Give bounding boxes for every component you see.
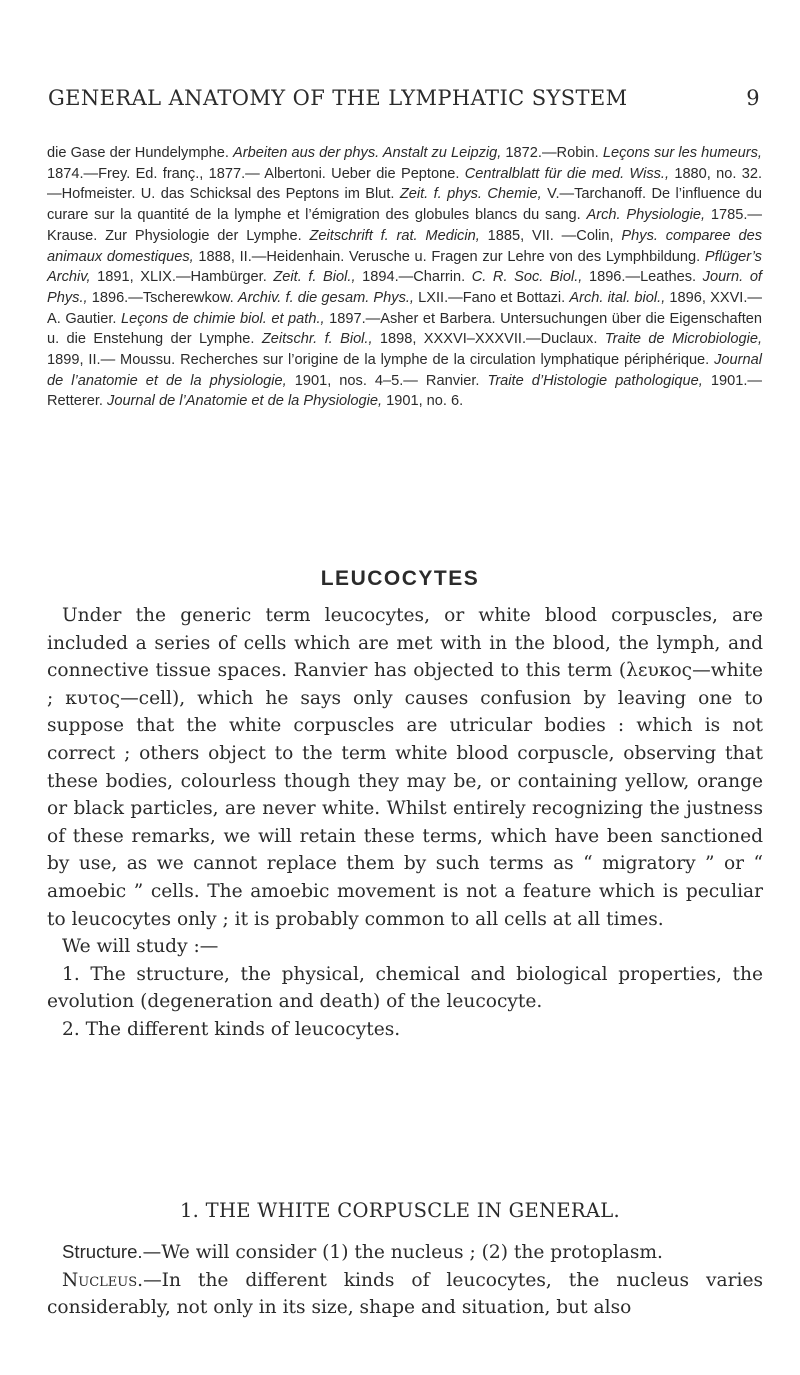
bibliography-citation-title: Leçons sur les humeurs, bbox=[602, 145, 762, 161]
study-intro: We will study :— bbox=[62, 936, 219, 958]
study-item-2: 2. The different kinds of leucocytes. bbox=[62, 1018, 401, 1040]
intro-paragraph: Under the generic term leucocytes, or white blood corpuscles, are included a series of cells which are met with in the blood, the lymph, and connective tissue spaces. Ranvier has objected to this term (λευκος—white ; κυτος—cell), which he says only causes confusion by leaving one to suppose that the white corpuscles are utricular bodies : which is not correct ; others object to the term white blood corpuscle, observing that these bodies, colourless though they may be, or containing yellow, orange or black particles, are never white. Whilst entirely recognizing the justness of these remarks, we will retain these terms, which have been sanctioned by use, as we cannot replace them by such terms as “ migratory ” or “ amoebic ” cells. The amoebic movement is not a feature which is peculiar to leucocytes only ; it is probably common to all cells at all times. bbox=[47, 605, 763, 930]
page-number: 9 bbox=[746, 86, 760, 110]
structure-body bbox=[47, 1238, 763, 1322]
bibliography-citation-title: Zeit. f. phys. Chemie, bbox=[399, 186, 542, 203]
bibliography-block bbox=[47, 143, 762, 412]
bibliography-citation-title: Arch. Physiologie, bbox=[586, 207, 706, 224]
structure-label: Structure. bbox=[62, 1241, 143, 1262]
nucleus-paragraph bbox=[47, 1267, 763, 1322]
bibliography-citation-title: Traite d’Histologie pathologique, bbox=[487, 372, 703, 389]
bibliography-text: LXII.—Fano et Bottazi. bbox=[414, 289, 570, 306]
bibliography-text: 1896.—Leathes. bbox=[582, 269, 703, 286]
running-head-title: GENERAL ANATOMY OF THE LYMPHATIC SYSTEM bbox=[48, 86, 628, 110]
bibliography-text: 1901, nos. 4–5.— Ranvier. bbox=[286, 372, 488, 389]
bibliography-citation-title: Zeitschr. f. Biol., bbox=[261, 331, 373, 348]
bibliography-citation-title: Journal de l’anatomie et de la physiologie, bbox=[47, 352, 762, 389]
bibliography-text: 1896, XXVI.—A. Gautier. bbox=[47, 289, 763, 327]
bibliography-citation-title: Arch. ital. biol., bbox=[569, 289, 666, 306]
section-title: LEUCOCYTES bbox=[320, 567, 480, 590]
bibliography-text: 1880, no. 32. —Hofmeister. U. das Schicksal des Peptons im Blut. bbox=[47, 165, 763, 203]
bibliography-citation-title: Phys. comparee des animaux domestiques, bbox=[47, 227, 763, 265]
bibliography-text: 1896.—Tscherewkow. bbox=[87, 289, 238, 306]
bibliography-citation-title: Leçons de chimie biol. et path., bbox=[120, 310, 325, 327]
bibliography-text: 1891, XLIX.—Hambürger. bbox=[90, 269, 274, 286]
running-head bbox=[48, 86, 760, 110]
structure-paragraph bbox=[47, 1238, 763, 1267]
bibliography-text: 1785.— Krause. Zur Physiologie der Lymphe. bbox=[47, 207, 763, 244]
bibliography-text: 1899, II.— Moussu. Recherches sur l’origine de la lymphe de la circulation lymphatique périphérique. bbox=[47, 352, 715, 369]
bibliography-text: 1894.—Charrin. bbox=[355, 269, 472, 286]
bibliography-text: 1888, II.—Heidenhain. Verusche u. Fragen zur Lehre von des Lymphbildung. bbox=[193, 248, 705, 265]
nucleus-label: Nucleus. bbox=[62, 1269, 144, 1291]
bibliography-citation-title: Traite de Microbiologie, bbox=[604, 331, 762, 348]
bibliography-paragraph bbox=[47, 143, 762, 412]
nucleus-text: —In the different kinds of leucocytes, the nucleus varies considerably, not only in its size, shape and situation, but also bbox=[47, 1269, 763, 1319]
subsection-title: 1. THE WHITE CORPUSCLE IN GENERAL. bbox=[179, 1199, 621, 1222]
structure-text: —We will consider (1) the nucleus ; (2) the protoplasm. bbox=[142, 1242, 663, 1263]
bibliography-text: 1901, no. 6. bbox=[382, 393, 464, 410]
bibliography-citation-title: Pflüger’s Archiv, bbox=[47, 248, 762, 286]
bibliography-text: 1898, XXXVI–XXXVII.—Duclaux. bbox=[372, 331, 605, 348]
bibliography-text: 1872.—Robin. bbox=[501, 145, 603, 161]
bibliography-citation-title: Zeitschrift f. rat. Medicin, bbox=[309, 227, 480, 244]
bibliography-citation-title: Centralblatt für die med. Wiss., bbox=[464, 165, 670, 182]
bibliography-citation-title: Archiv. f. die gesam. Phys., bbox=[237, 289, 414, 306]
bibliography-text: die Gase der Hundelymphe. bbox=[47, 145, 233, 161]
bibliography-citation-title: C. R. Soc. Biol., bbox=[471, 269, 583, 286]
bibliography-citation-title: Zeit. f. Biol., bbox=[273, 269, 356, 286]
bibliography-citation-title: Arbeiten aus der phys. Anstalt zu Leipzig, bbox=[233, 145, 502, 161]
bibliography-text: V.—Tarchanoff. De l’influence du curare sur la quantité de la lymphe et l’émigration des globules blancs du sang. bbox=[47, 186, 762, 224]
bibliography-text: 1897.—Asher et Barbera. Untersuchungen über die Eigenschaften u. die Enstehung der Lymphe. bbox=[47, 310, 762, 348]
bibliography-text: 1885, VII. —Colin, bbox=[479, 227, 622, 244]
bibliography-text: 1901.—Retterer. bbox=[47, 372, 762, 410]
bibliography-citation-title: Journ. of Phys., bbox=[47, 269, 762, 306]
study-item-1: 1. The structure, the physical, chemical and biological properties, the evolution (degeneration and death) of the leucocyte. bbox=[47, 963, 763, 1013]
bibliography-text: 1874.—Frey. Ed. franç., 1877.— Albertoni. Ueber die Peptone. bbox=[47, 165, 465, 182]
bibliography-citation-title: Journal de l’Anatomie et de la Physiologie, bbox=[107, 393, 383, 410]
leucocytes-body bbox=[47, 602, 763, 1044]
